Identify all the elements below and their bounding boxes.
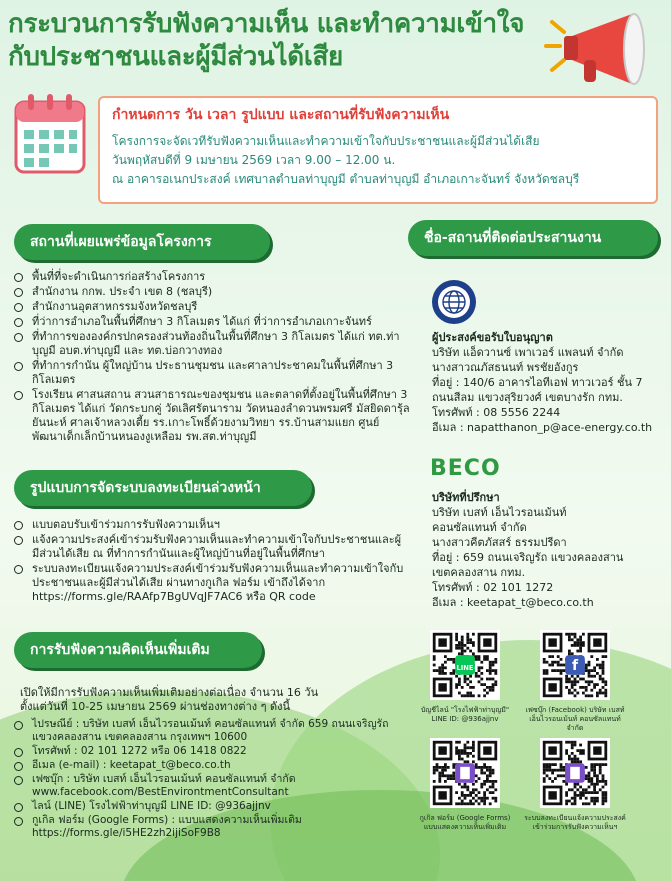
list-item: เฟซบุ๊ก : บริษัท เบสท์ เอ็นไวรอนเม้นท์ คอนซัลแทนท์ จำกัด www.facebook.com/BestEnvirontmentConsultant bbox=[10, 773, 410, 799]
applicant-line: ที่อยู่ : 140/6 อาคารไอทีเอฟ ทาวเวอร์ ชั้น 7 bbox=[432, 376, 643, 389]
consultant-contact bbox=[432, 490, 668, 610]
consultant-line: เขตคลองสาน กทม. bbox=[432, 566, 526, 579]
feedback-heading: การรับฟังความคิดเห็นเพิ่มเติม bbox=[14, 632, 262, 668]
qr-pattern bbox=[540, 630, 610, 700]
list-item: อีเมล (e-mail) : keetapat_t@beco.co.th bbox=[10, 759, 410, 772]
applicant-contact bbox=[432, 330, 668, 435]
dissemination-heading: สถานที่เผยแพร่ข้อมูลโครงการ bbox=[14, 224, 270, 260]
consultant-line: คอนซัลแทนท์ จำกัด bbox=[432, 521, 527, 534]
list-item: พื้นที่ที่จะดำเนินการก่อสร้างโครงการ bbox=[10, 270, 410, 284]
applicant-line: โทรศัพท์ : 08 5556 2244 bbox=[432, 406, 561, 419]
qr-caption-line: ระบบลงทะเบียนแจ้งความประสงค์ bbox=[524, 814, 626, 822]
list-item: กูเกิล ฟอร์ม (Google Forms) : แบบแสดงความเห็นเพิ่มเติม https://forms.gle/i5HE2zh2ijiSoF9B8 bbox=[10, 814, 410, 840]
feedback-intro bbox=[20, 686, 410, 714]
feedback-intro-line-2: ตั้งแต่วันที่ 10-25 เมษายน 2569 ผ่านช่องทางต่าง ๆ ดังนี้ bbox=[20, 700, 291, 713]
feedback-intro-line-1: เปิดให้มีการรับฟังความเห็นเพิ่มเติมอย่างต่อเนื่อง จำนวน 16 วัน bbox=[20, 686, 319, 699]
registration-heading: รูปแบบการจัดระบบลงทะเบียนล่วงหน้า bbox=[14, 470, 312, 506]
qr-caption-line: เข้าร่วมการรับฟังความเห็นฯ bbox=[532, 823, 618, 831]
contacts-heading: ชื่อ-สถานที่ติดต่อประสานงาน bbox=[408, 220, 658, 256]
company-seal-icon bbox=[430, 278, 478, 326]
schedule-box bbox=[98, 96, 658, 204]
registration-qr-caption bbox=[520, 814, 630, 832]
schedule-line-2: วันพฤหัสบดีที่ 9 เมษายน 2569 เวลา 9.00 – 12.00 น. bbox=[112, 153, 396, 167]
form-icon bbox=[570, 767, 580, 779]
list-item: โทรศัพท์ : 02 101 1272 หรือ 06 1418 0822 bbox=[10, 745, 410, 758]
qr-caption-line: LINE ID: @936ajjnv bbox=[431, 715, 499, 723]
form-icon bbox=[460, 767, 470, 779]
applicant-line: นางสาวณภัสธนนท์ พรชัยอังกูร bbox=[432, 361, 579, 374]
list-item: แจ้งความประสงค์เข้าร่วมรับฟังความเห็นและทำความเข้าใจกับประชาชนและผู้มีส่วนได้เสีย ณ ที่ทำการกำนันและผู้ใหญ่บ้านที่อยู่ในพื้นที่ศึกษา bbox=[10, 533, 406, 561]
list-item: สำนักงาน กกพ. ประจำ เขต 8 (ชลบุรี) bbox=[10, 285, 410, 299]
list-item: ไปรษณีย์ : บริษัท เบสท์ เอ็นไวรอนเม้นท์ คอนซัลแทนท์ จำกัด 659 ถนนเจริญรัถ แขวงคลองสาน เขตคลองสาน กรุงเทพฯ 10600 bbox=[10, 718, 410, 744]
consultant-role: บริษัทที่ปรึกษา bbox=[432, 491, 500, 504]
consultant-line: บริษัท เบสท์ เอ็นไวรอนเม้นท์ bbox=[432, 506, 567, 519]
dissemination-list bbox=[10, 270, 410, 445]
registration-list bbox=[10, 518, 406, 605]
beco-logo: BECO bbox=[430, 456, 501, 481]
feedback-list bbox=[10, 718, 410, 841]
registration-qr-code[interactable] bbox=[540, 738, 610, 808]
google-forms-feedback-qr-caption bbox=[410, 814, 520, 832]
consultant-line: นางสาวคีตภัสสร์ ธรรมปรีดา bbox=[432, 536, 567, 549]
facebook-qr-caption bbox=[520, 706, 630, 733]
qr-badge-label: f bbox=[571, 657, 579, 674]
list-item: ระบบลงทะเบียนแจ้งความประสงค์เข้าร่วมรับฟังความเห็นและทำความเข้าใจกับประชาชนและผู้มีส่วนได้เสีย ผ่านทางกูเกิล ฟอร์ม เข้าถึงได้จาก https://forms.gle/RAAfp7BgUVqJF7AC6 หรือ QR code bbox=[10, 562, 406, 604]
consultant-line: ที่อยู่ : 659 ถนนเจริญรัถ แขวงคลองสาน bbox=[432, 551, 624, 564]
list-item: แบบตอบรับเข้าร่วมการรับฟังความเห็นฯ bbox=[10, 518, 406, 532]
megaphone-icon bbox=[540, 8, 665, 93]
title-line-2: กับประชาชนและผู้มีส่วนได้เสีย bbox=[8, 42, 343, 72]
qr-caption-line: กูเกิล ฟอร์ม (Google Forms) bbox=[419, 814, 511, 822]
list-item: ที่ทำการกำนัน ผู้ใหญ่บ้าน ประธานชุมชน และศาลาประชาคมในพื้นที่ศึกษา 3 กิโลเมตร bbox=[10, 359, 410, 387]
applicant-line: บริษัท แอ็ดวานซ์ เพาเวอร์ แพลนท์ จำกัด bbox=[432, 346, 624, 359]
applicant-line: ถนนสีลม แขวงสุริยวงศ์ เขตบางรัก กทม. bbox=[432, 391, 623, 404]
line-qr-caption bbox=[410, 706, 520, 724]
qr-caption-line: เอ็นไวรอนเม้นท์ คอนซัลแทนท์ จำกัด bbox=[529, 715, 621, 732]
list-item: สำนักงานอุตสาหกรรมจังหวัดชลบุรี bbox=[10, 300, 410, 314]
google-forms-feedback-qr-code[interactable] bbox=[430, 738, 500, 808]
line-qr-code[interactable] bbox=[430, 630, 500, 700]
calendar-icon bbox=[12, 92, 88, 176]
schedule-heading: กำหนดการ วัน เวลา รูปแบบ และสถานที่รับฟังความเห็น bbox=[112, 107, 450, 123]
facebook-qr-code[interactable] bbox=[540, 630, 610, 700]
list-item: โรงเรียน ศาสนสถาน สวนสาธารณะของชุมชน และตลาดที่ตั้งอยู่ในพื้นที่ศึกษา 3 กิโลเมตร ได้แก่ วัดกระบกคู่ วัดเลิศรัตนาราม วัดหนองลำดวนพรมศรี มัสยิดดารุ้ลยันนะห์ ศาลเจ้าหลวงเตี้ย รร.เกาะโพธิ์ด้วยงามวิทยา รร.บ้านสามแยก ศูนย์พัฒนาเด็กเล็กบ้านหนองงูเหลือม รพ.สต.ท่าบุญมี bbox=[10, 388, 410, 444]
consultant-line: โทรศัพท์ : 02 101 1272 bbox=[432, 581, 554, 594]
consultant-email[interactable]: อีเมล : keetapat_t@beco.co.th bbox=[432, 596, 594, 609]
qr-pattern bbox=[540, 738, 610, 808]
list-item: ที่ทำการขององค์กรปกครองส่วนท้องถิ่นในพื้นที่ศึกษา 3 กิโลเมตร ได้แก่ ทต.ท่าบุญมี อบต.ท่าบุญมี และ ทต.บ่อกวางทอง bbox=[10, 330, 410, 358]
qr-caption-line: เฟซบุ๊ก (Facebook) บริษัท เบสท์ bbox=[525, 706, 625, 714]
schedule-line-3: ณ อาคารอเนกประสงค์ เทศบาลตำบลท่าบุญมี ตำบลท่าบุญมี อำเภอเกาะจันทร์ จังหวัดชลบุรี bbox=[112, 172, 580, 186]
qr-badge-label: LINE bbox=[456, 663, 474, 672]
page-title bbox=[8, 8, 528, 74]
list-item: ไลน์ (LINE) โรงไฟฟ้าท่าบุญมี LINE ID: @936ajjnv bbox=[10, 800, 410, 813]
list-item: ที่ว่าการอำเภอในพื้นที่ศึกษา 3 กิโลเมตร ได้แก่ ที่ว่าการอำเภอเกาะจันทร์ bbox=[10, 315, 410, 329]
applicant-email[interactable]: อีเมล : napatthanon_p@ace-energy.co.th bbox=[432, 421, 653, 434]
schedule-line-1: โครงการจะจัดเวทีรับฟังความเห็นและทำความเข้าใจกับประชาชนและผู้มีส่วนได้เสีย bbox=[112, 134, 540, 148]
qr-caption-line: บัญชีไลน์ "โรงไฟฟ้าท่าบุญมี" bbox=[420, 706, 510, 714]
qr-pattern bbox=[430, 630, 500, 700]
qr-caption-line: แบบแสดงความเห็นเพิ่มเติม bbox=[423, 823, 507, 831]
title-line-1: กระบวนการรับฟังความเห็น และทำความเข้าใจ bbox=[8, 9, 525, 39]
applicant-role: ผู้ประสงค์ขอรับใบอนุญาต bbox=[432, 331, 553, 344]
qr-pattern bbox=[430, 738, 500, 808]
